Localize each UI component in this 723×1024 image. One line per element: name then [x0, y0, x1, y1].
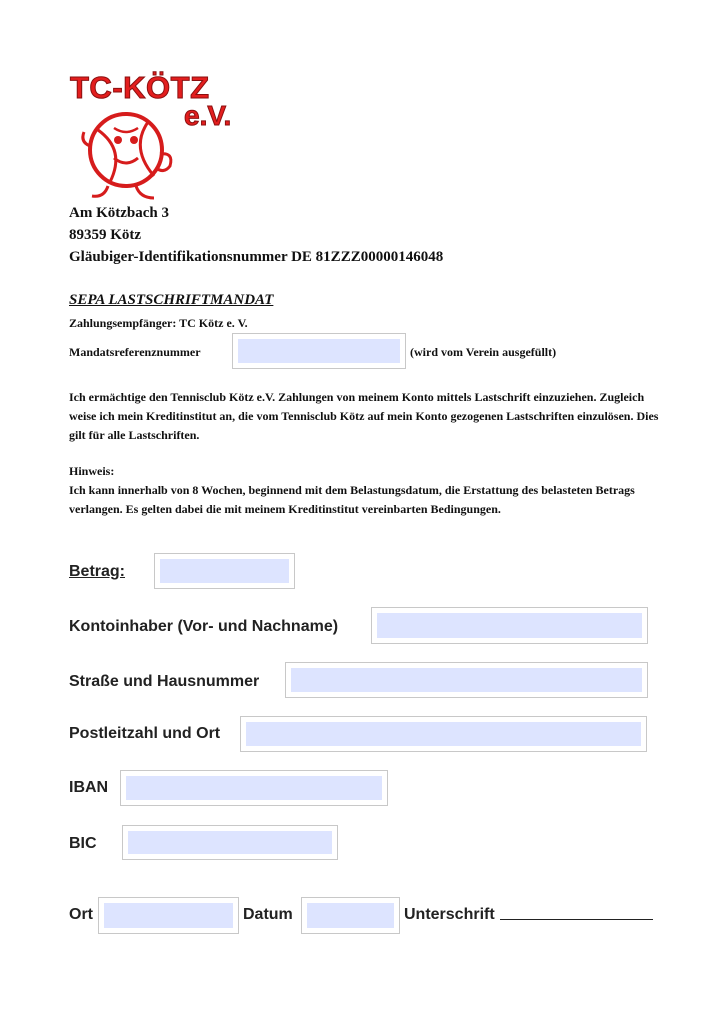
creditor-id: Gläubiger-Identifikationsnummer DE 81ZZZ00000146048	[69, 249, 444, 265]
street-field[interactable]	[285, 662, 648, 698]
signature-line[interactable]	[500, 919, 653, 920]
reference-number-field[interactable]	[232, 333, 406, 369]
account-holder-field[interactable]	[371, 607, 648, 644]
amount-label: Betrag:	[69, 563, 126, 580]
amount-field[interactable]	[154, 553, 295, 589]
place-field[interactable]	[98, 897, 239, 934]
logo-title: TC-KÖTZ	[70, 70, 210, 105]
signature-label: Unterschrift	[404, 906, 495, 923]
payee-text: Zahlungsempfänger: TC Kötz e. V.	[69, 316, 248, 330]
mandate-title: SEPA LASTSCHRIFTMANDAT	[69, 292, 274, 308]
club-logo	[66, 70, 266, 205]
date-label: Datum	[243, 906, 293, 923]
reference-label: Mandatsreferenznummer	[69, 345, 201, 359]
hint-text: Ich kann innerhalb von 8 Wochen, beginnend mit dem Belastungsdatum, die Erstattung des belasteten Betrags verlangen. Es gelten dabei die mit meinem Kreditinstitut vereinbarten Bedingungen.	[69, 483, 635, 516]
iban-field[interactable]	[120, 770, 388, 806]
club-street: Am Kötzbach 3	[69, 205, 169, 221]
date-field[interactable]	[301, 897, 400, 934]
logo-subtitle: e.V.	[184, 100, 232, 131]
account-holder-label: Kontoinhaber (Vor- und Nachname)	[69, 618, 339, 635]
street-label: Straße und Hausnummer	[69, 673, 260, 690]
iban-label: IBAN	[69, 779, 109, 796]
authorization-text: Ich ermächtige den Tennisclub Kötz e.V. Zahlungen von meinem Konto mittels Lastschrift einzuziehen. Zugleich weise ich mein Kreditinstitut an, die vom Tennisclub Kötz auf mein Konto gezogenen Lastschriften einzulösen. Dies gilt für alle Lastschriften.	[69, 390, 659, 442]
hint-title: Hinweis:	[69, 464, 115, 478]
postal-city-field[interactable]	[240, 716, 647, 752]
place-label: Ort	[69, 906, 93, 923]
reference-note: (wird vom Verein ausgefüllt)	[410, 345, 557, 359]
postal-city-label: Postleitzahl und Ort	[69, 725, 221, 742]
bic-field[interactable]	[122, 825, 338, 860]
tennis-ball-mascot-icon	[74, 102, 184, 202]
club-city: 89359 Kötz	[69, 227, 142, 243]
bic-label: BIC	[69, 835, 97, 852]
